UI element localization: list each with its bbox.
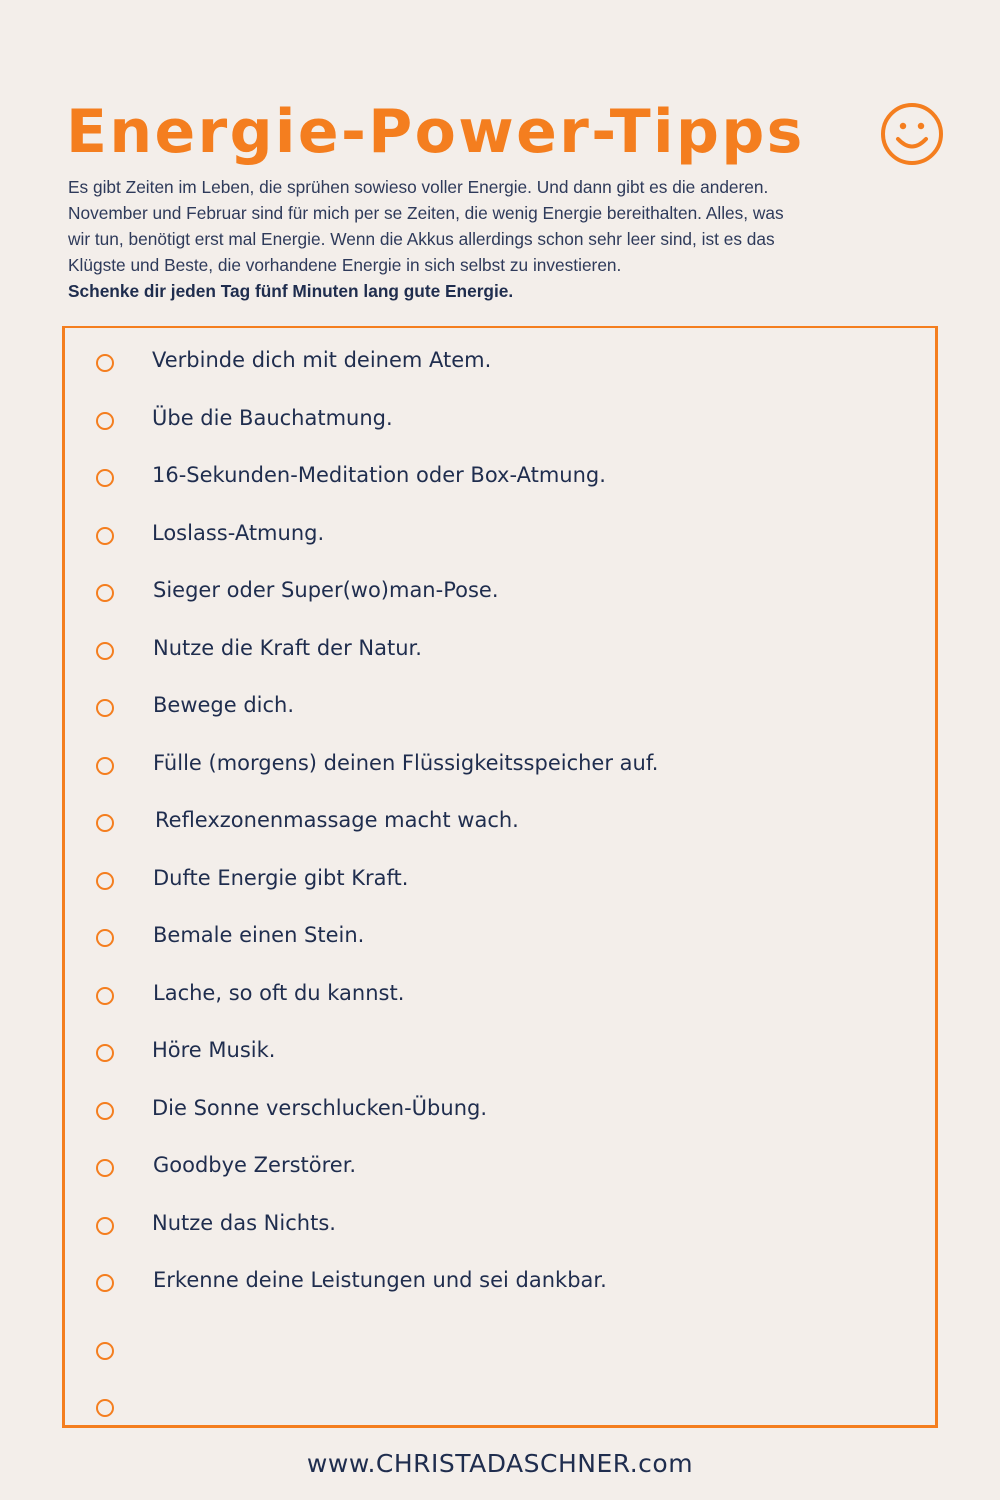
checkbox[interactable] (96, 1217, 114, 1235)
checkbox[interactable] (96, 642, 114, 660)
checkbox[interactable] (96, 527, 114, 545)
checklist-item-label: Erkenne deine Leistungen und sei dankbar. (153, 1268, 607, 1292)
checklist-item (65, 403, 935, 443)
checklist-item-label: Reflexzonenmassage macht wach. (155, 808, 519, 832)
website-url: www.CHRISTADASCHNER.com (306, 1449, 694, 1478)
checklist-item-label: Bewege dich. (153, 693, 295, 717)
checkbox[interactable] (96, 354, 114, 372)
checklist-item-label: Dufte Energie gibt Kraft. (153, 865, 409, 890)
checklist-item-label: Nutze die Kraft der Natur. (153, 635, 422, 660)
checkbox[interactable] (96, 1342, 114, 1360)
checkbox[interactable] (96, 1159, 114, 1177)
checklist-item-label: Nutze das Nichts. (152, 1210, 336, 1235)
checklist-item (65, 1150, 935, 1190)
checklist-item-label: Fülle (morgens) deinen Flüssigkeitsspeicher auf. (153, 750, 659, 775)
checkbox[interactable] (96, 987, 114, 1005)
checklist-item-label: Lache, so oft du kannst. (153, 980, 405, 1005)
checkbox[interactable] (96, 814, 114, 832)
checkbox[interactable] (96, 872, 114, 890)
checkbox[interactable] (96, 757, 114, 775)
checklist-item-label: Bemale einen Stein. (153, 923, 365, 947)
checkbox[interactable] (96, 1044, 114, 1062)
intro-line: Klügste und Beste, die vorhandene Energie in sich selbst zu investieren. (68, 255, 622, 275)
checklist-item (65, 1208, 935, 1248)
checkbox[interactable] (96, 929, 114, 947)
checklist-item-label: Goodbye Zerstörer. (153, 1153, 357, 1177)
checkbox[interactable] (96, 1399, 114, 1417)
checklist-item (65, 690, 935, 730)
intro-text (68, 174, 948, 304)
checklist-item-label: 16-Sekunden-Meditation oder Box-Atmung. (152, 463, 606, 487)
checklist-item (65, 1333, 935, 1373)
checklist-item-label: Loslass-Atmung. (152, 520, 325, 545)
intro-line: wir tun, benötigt erst mal Energie. Wenn die Akkus allerdings schon sehr leer sind, ist es das (68, 229, 775, 249)
checklist-item (65, 633, 935, 673)
checklist-item-label: Höre Musik. (152, 1038, 276, 1062)
checklist-item (65, 1390, 935, 1430)
checklist-item (65, 920, 935, 960)
checklist-item (65, 863, 935, 903)
checkbox[interactable] (96, 584, 114, 602)
checkbox[interactable] (96, 412, 114, 430)
checklist-item (65, 978, 935, 1018)
intro-highlight: Schenke dir jeden Tag fünf Minuten lang gute Energie. (68, 281, 514, 301)
checklist-item (65, 1035, 935, 1075)
checklist-item (65, 518, 935, 558)
smiley-face-icon (880, 102, 944, 166)
checklist-item (65, 345, 935, 385)
checklist-item (65, 460, 935, 500)
checklist-item (65, 575, 935, 615)
checklist-item (65, 805, 935, 845)
intro-line: November und Februar sind für mich per se Zeiten, die wenig Energie bereithalten. Alles, was (68, 203, 784, 223)
intro-line: Es gibt Zeiten im Leben, die sprühen sowieso voller Energie. Und dann gibt es die anderen. (68, 177, 769, 197)
checklist (62, 326, 938, 1428)
checkbox[interactable] (96, 699, 114, 717)
checklist-item-label: Übe die Bauchatmung. (152, 405, 393, 430)
checkbox[interactable] (96, 1274, 114, 1292)
checklist-item (65, 748, 935, 788)
checklist-item-label: Sieger oder Super(wo)man-Pose. (153, 578, 499, 602)
checklist-item (65, 1265, 935, 1305)
page-title: Energie-Power-Tipps (66, 97, 805, 167)
checklist-item (65, 1093, 935, 1133)
checkbox[interactable] (96, 469, 114, 487)
checklist-item-label: Verbinde dich mit deinem Atem. (152, 348, 492, 372)
checkbox[interactable] (96, 1102, 114, 1120)
checklist-item-label: Die Sonne verschlucken-Übung. (152, 1095, 488, 1120)
